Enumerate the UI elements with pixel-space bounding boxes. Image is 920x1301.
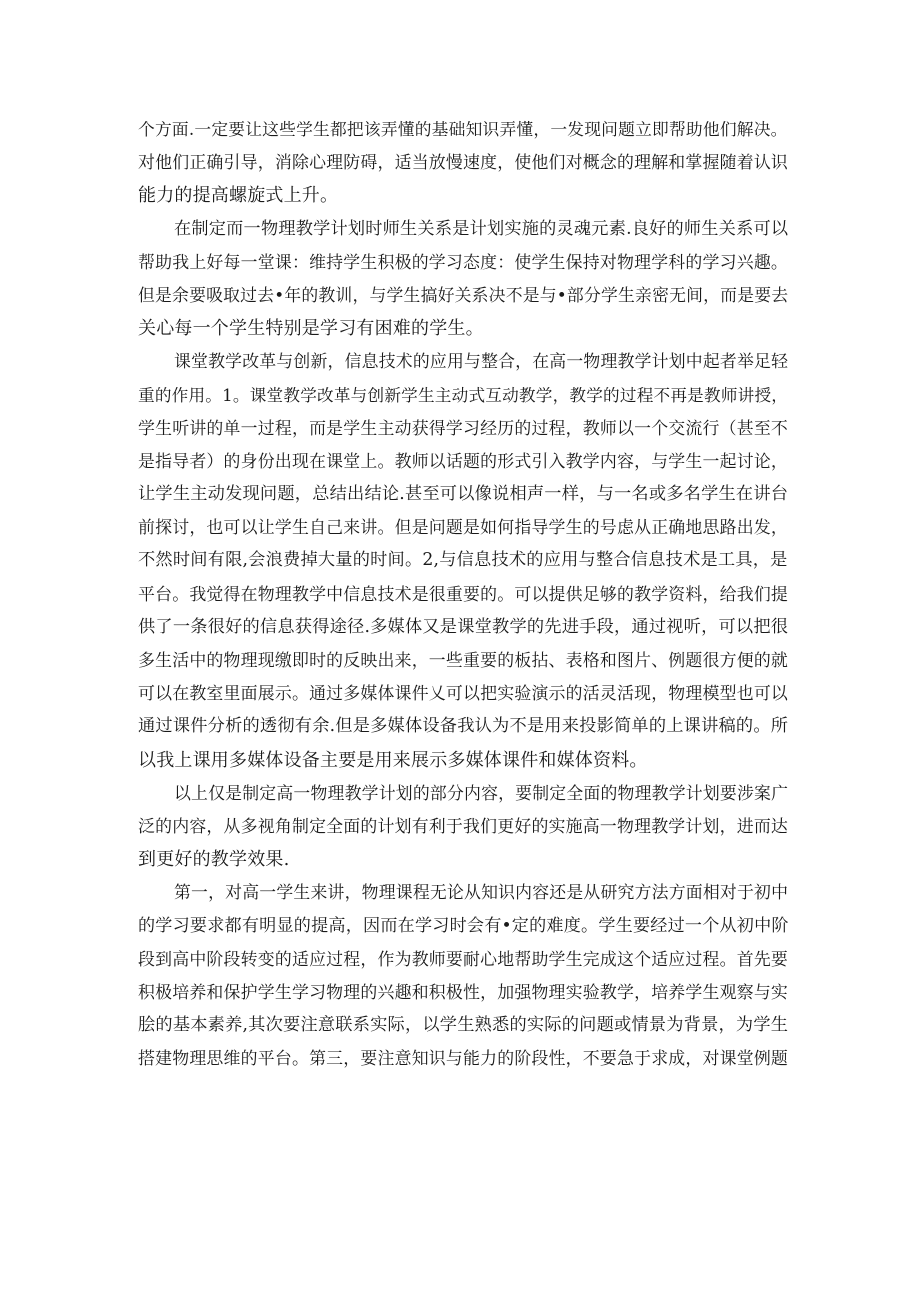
paragraph-first-line: 在制定而一物理教学计划时师生关系是计划实施的灵魂元素.良好的师生关系可以 bbox=[174, 218, 789, 239]
text-line: 学生听讲的单一过程，而是学生主动获得学习经历的过程，教师以一个交流行（甚至不 bbox=[138, 417, 789, 438]
text-line: 对他们正确引导，消除心理防碍，适当放慢速度，使他们对概念的理解和掌握随着认识 bbox=[138, 152, 789, 173]
text-line: 重的作用。1。课堂教学改革与创新学生主动式互动教学，教学的过程不再是教师讲授， bbox=[138, 385, 789, 405]
text-line: 段到高中阶段转变的适应过程，作为教师要耐心地帮助学生完成这个适应过程。首先要 bbox=[138, 948, 789, 969]
text-line: 多生活中的物理现缴即时的反映出来，一些重要的板拈、表格和图片、例题很方便的就 bbox=[138, 650, 789, 670]
paragraph-first-line: 以上仅是制定高一物理教学计划的部分内容，要制定全面的物理教学计划要涉案广 bbox=[174, 782, 789, 803]
text-line: 帮助我上好每一堂课：维持学生积极的学习态度：使学生保持对物理学科的学习兴趣。 bbox=[138, 251, 789, 272]
text-line: 的学习要求都有明显的提高，因而在学习时会有•定的难度。学生要经过一个从初中阶 bbox=[138, 915, 789, 936]
text-line: 积极培养和保护学生学习物理的兴趣和积极性，加强物理实验教学，培养学生观察与实 bbox=[138, 981, 789, 1002]
text-line: 搭建物理思维的平台。第三，要注意知识与能力的阶段性，不要急于求成，对课堂例题 bbox=[138, 1048, 789, 1069]
text-line: 是指导者）的身份出现在课堂上。教师以话题的形式引入教学内容，与学生一起讨论， bbox=[138, 450, 789, 471]
text-line: 但是余要吸取过去•年的教训，与学生搞好关系决不是与•部分学生亲密无间，而是要去 bbox=[138, 284, 789, 305]
text-line: 泛的内容，从多视角制定全面的计划有利于我们更好的实施高一物理教学计划，进而达 bbox=[138, 815, 789, 836]
paragraph-first-line: 第一，对高一学生来讲，物理课程无论从知识内容还是从研究方法方面相对于初中 bbox=[174, 882, 789, 903]
text-line: 脍的基本素养,其次要注意联系实际，以学生熟悉的实际的问题或情景为背景，为学生 bbox=[138, 1015, 789, 1036]
text-line: 让学生主动发现问题，总结出结论.甚至可以像说相声一样，与一名或多名学生在讲台 bbox=[138, 484, 789, 505]
text-line: 能力的提高螺旋式上升。 bbox=[138, 185, 339, 207]
paragraph-first-line: 课堂教学改革与创新，信息技术的应用与整合，在高一物理教学计划中起者举足轻 bbox=[174, 351, 789, 372]
text-line: 以我上课用多媒体设备主要是用来展示多媒体课件和媒体资料。 bbox=[138, 749, 648, 771]
text-line: 可以在教室里面展示。通过多媒体课件乂可以把实验演示的活灵活现，物理模型也可以 bbox=[138, 683, 789, 704]
text-line: 平台。我觉得在物理教学中信息技术是很重要的。可以提供足够的教学资料，给我们提 bbox=[138, 583, 789, 604]
text-line: 通过课件分析的透彻有余.但是多媒体设备我认为不是用来投影简单的上课讲稿的。所 bbox=[138, 716, 789, 737]
text-line: 到更好的教学效果. bbox=[138, 849, 290, 871]
text-line: 前探讨，也可以让学生自己来讲。但是问题是如何指导学生的号虑从正确地思路出发， bbox=[138, 517, 789, 538]
text-line: 不然时间有限,会浪费掉大量的时间。2,与信息技术的应用与整合信息技术是工具，是 bbox=[138, 550, 788, 571]
text-line: 供了一条很好的信息获得途径.多媒体又是课堂教学的先进手段，通过视听，可以把很 bbox=[138, 616, 789, 637]
text-line: 个方面.一定要让这些学生都把该弄懂的基础知识弄懂，一发现问题立即帮助他们解决。 bbox=[138, 119, 788, 139]
text-line: 关心每一个学生特别是学习有困难的学生。 bbox=[138, 318, 484, 340]
document-body bbox=[138, 113, 788, 1075]
